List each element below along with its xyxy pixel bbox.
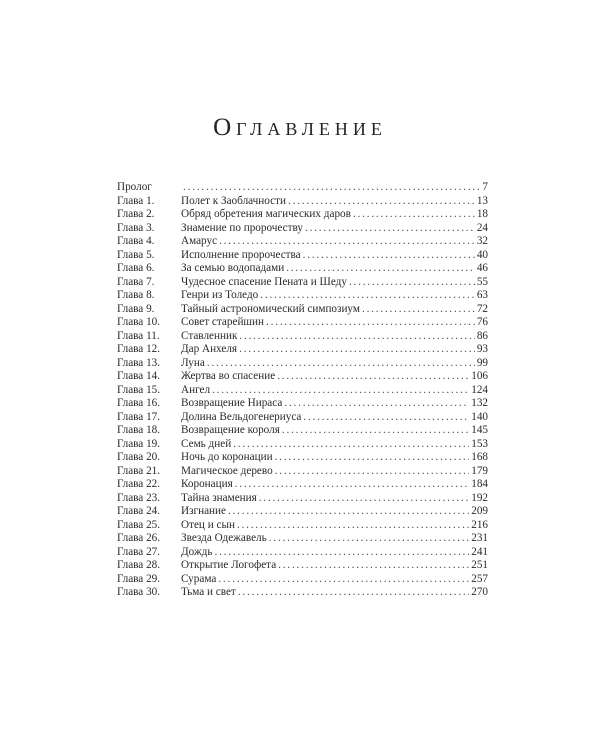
toc-entry <box>117 330 488 344</box>
toc-entry <box>117 478 488 492</box>
page-number: 145 <box>471 424 488 436</box>
toc-entry <box>117 262 488 276</box>
toc-entry <box>117 222 488 236</box>
chapter-title: Изгнание <box>181 505 226 517</box>
toc-entry <box>117 316 488 330</box>
toc-entry <box>117 465 488 479</box>
chapter-label: Глава 29. <box>117 572 161 585</box>
page-number: 270 <box>471 586 488 598</box>
chapter-title: Жертва во спасение <box>181 370 276 382</box>
chapter-title: Обряд обретения магических даров <box>181 208 351 220</box>
page-number: 63 <box>476 289 488 301</box>
chapter-title: Полет к Заоблачности <box>181 194 286 207</box>
chapter-label: Глава 24. <box>117 505 161 517</box>
chapter-title: Открытие Логофета <box>181 559 277 571</box>
dot-leader <box>305 222 475 236</box>
chapter-title: Ночь до коронации <box>181 451 273 463</box>
page-number: 7 <box>482 181 488 193</box>
dot-leader <box>277 370 469 384</box>
dot-leader <box>207 357 475 371</box>
chapter-title: Магическое дерево <box>181 464 273 477</box>
page-number: 184 <box>471 478 488 490</box>
chapter-label: Глава 10. <box>117 316 161 328</box>
toc-entry <box>117 546 488 560</box>
page-number: 55 <box>476 275 488 288</box>
chapter-title: Дар Анхеля <box>181 343 238 355</box>
chapter-label: Глава 26. <box>117 532 161 544</box>
chapter-label: Глава 12. <box>117 343 161 355</box>
toc-entry <box>117 519 488 533</box>
page-number: 40 <box>476 248 488 261</box>
dot-leader <box>235 478 469 492</box>
dot-leader <box>238 586 469 600</box>
toc-entry <box>117 181 488 195</box>
chapter-label: Глава 28. <box>117 559 161 571</box>
chapter-label: Глава 5. <box>117 248 155 261</box>
dot-leader <box>266 316 475 330</box>
toc-entry <box>117 451 488 465</box>
toc-entry <box>117 357 488 371</box>
page-number: 124 <box>471 383 488 396</box>
chapter-label: Глава 21. <box>117 464 161 477</box>
page-number: 76 <box>476 316 488 328</box>
page-number: 251 <box>471 559 488 571</box>
toc-entry <box>117 343 488 357</box>
dot-leader <box>282 424 469 438</box>
page-number: 72 <box>476 302 488 315</box>
chapter-label: Глава 19. <box>117 437 161 450</box>
chapter-label: Глава 15. <box>117 383 161 396</box>
page-number: 192 <box>471 491 488 504</box>
toc-entry <box>117 532 488 546</box>
toc-entry <box>117 303 488 317</box>
page-number: 241 <box>471 545 488 558</box>
dot-leader <box>228 505 469 519</box>
chapter-label: Глава 2. <box>117 208 155 220</box>
page-number: 168 <box>471 451 488 463</box>
page-number: 209 <box>471 505 488 517</box>
dot-leader <box>212 384 469 398</box>
chapter-title: Звезда Одежавель <box>181 532 267 544</box>
toc-entry <box>117 249 488 263</box>
chapter-label: Глава 22. <box>117 478 161 490</box>
toc-entry <box>117 424 488 438</box>
table-of-contents <box>117 181 488 600</box>
page-number: 257 <box>471 572 488 585</box>
chapter-label: Глава 3. <box>117 221 155 234</box>
page-number: 18 <box>476 208 488 220</box>
chapter-label: Глава 20. <box>117 451 161 463</box>
page-number: 132 <box>471 397 488 409</box>
page-number: 32 <box>476 235 488 247</box>
chapter-label: Глава 4. <box>117 235 155 247</box>
toc-entry <box>117 397 488 411</box>
chapter-label: Глава 30. <box>117 586 161 598</box>
chapter-title: Тайна знамения <box>181 491 257 504</box>
dot-leader <box>288 195 475 209</box>
dot-leader <box>275 465 470 479</box>
dot-leader <box>183 181 480 195</box>
toc-entry <box>117 235 488 249</box>
page-number: 179 <box>471 464 488 477</box>
chapter-title: Отец и сын <box>181 518 235 531</box>
page-number: 24 <box>476 221 488 234</box>
toc-entry <box>117 492 488 506</box>
chapter-label: Глава 9. <box>117 302 155 315</box>
page-number: 93 <box>476 343 488 355</box>
toc-entry <box>117 276 488 290</box>
chapter-title: Исполнение пророчества <box>181 248 301 261</box>
toc-entry <box>117 289 488 303</box>
chapter-title: Дождь <box>181 545 213 558</box>
chapter-title: Ангел <box>181 383 211 396</box>
chapter-title: Сурама <box>181 572 217 585</box>
page-number: 46 <box>476 262 488 274</box>
page-number: 153 <box>471 437 488 450</box>
dot-leader <box>275 451 470 465</box>
dot-leader <box>237 519 469 533</box>
chapter-title: Коронация <box>181 478 233 490</box>
page-number: 216 <box>471 518 488 531</box>
toc-entry <box>117 370 488 384</box>
chapter-label: Глава 6. <box>117 262 155 274</box>
chapter-label: Глава 18. <box>117 424 161 436</box>
dot-leader <box>269 532 469 546</box>
chapter-label: Глава 1. <box>117 194 155 207</box>
toc-entry <box>117 411 488 425</box>
chapter-label: Глава 25. <box>117 518 161 531</box>
chapter-label: Глава 13. <box>117 356 161 369</box>
page-number: 86 <box>476 329 488 342</box>
dot-leader <box>214 546 469 560</box>
dot-leader <box>219 235 475 249</box>
dot-leader <box>362 303 475 317</box>
toc-entry <box>117 573 488 587</box>
chapter-title: Семь дней <box>181 437 232 450</box>
chapter-title: Чудесное спасение Пената и Шеду <box>181 275 347 288</box>
toc-entry <box>117 208 488 222</box>
page-number: 140 <box>471 410 488 423</box>
dot-leader <box>233 438 469 452</box>
toc-entry <box>117 586 488 600</box>
toc-entry <box>117 505 488 519</box>
chapter-title: За семью водопадами <box>181 262 285 274</box>
chapter-title: Луна <box>181 356 205 369</box>
chapter-label: Глава 14. <box>117 370 161 382</box>
chapter-title: Тайный астрономический симпозиум <box>181 302 360 315</box>
chapter-title: Генри из Толедо <box>181 289 259 301</box>
chapter-title: Возвращение короля <box>181 424 280 436</box>
page-number: 99 <box>476 356 488 369</box>
dot-leader <box>239 343 475 357</box>
chapter-title: Совет старейшин <box>181 316 265 328</box>
toc-entry <box>117 384 488 398</box>
chapter-title: Знамение по пророчеству <box>181 221 304 234</box>
chapter-title: Долина Вельдогенериуса <box>181 410 302 423</box>
page-title: Оглавление <box>213 114 387 141</box>
dot-leader <box>303 249 475 263</box>
dot-leader <box>259 492 469 506</box>
dot-leader <box>349 276 475 290</box>
dot-leader <box>239 330 474 344</box>
dot-leader <box>353 208 475 222</box>
chapter-title: Возвращение Нираса <box>181 397 283 409</box>
chapter-label: Глава 11. <box>117 329 160 342</box>
chapter-label: Глава 23. <box>117 491 161 504</box>
toc-entry <box>117 559 488 573</box>
dot-leader <box>278 559 469 573</box>
dot-leader <box>303 411 469 425</box>
dot-leader <box>286 262 475 276</box>
page-number: 106 <box>471 370 488 382</box>
dot-leader <box>284 397 469 411</box>
toc-entry <box>117 195 488 209</box>
chapter-title: Ставленник <box>181 329 238 342</box>
chapter-label: Глава 17. <box>117 410 161 423</box>
page-number: 231 <box>471 532 488 544</box>
dot-leader <box>260 289 475 303</box>
toc-entry <box>117 438 488 452</box>
chapter-label: Глава 7. <box>117 275 155 288</box>
chapter-label: Глава 16. <box>117 397 161 409</box>
chapter-title: Тьма и свет <box>181 586 236 598</box>
chapter-label: Глава 8. <box>117 289 155 301</box>
page-number: 13 <box>476 194 488 207</box>
chapter-label: Пролог <box>117 181 152 193</box>
dot-leader <box>218 573 469 587</box>
chapter-label: Глава 27. <box>117 545 161 558</box>
chapter-title: Амарус <box>181 235 218 247</box>
